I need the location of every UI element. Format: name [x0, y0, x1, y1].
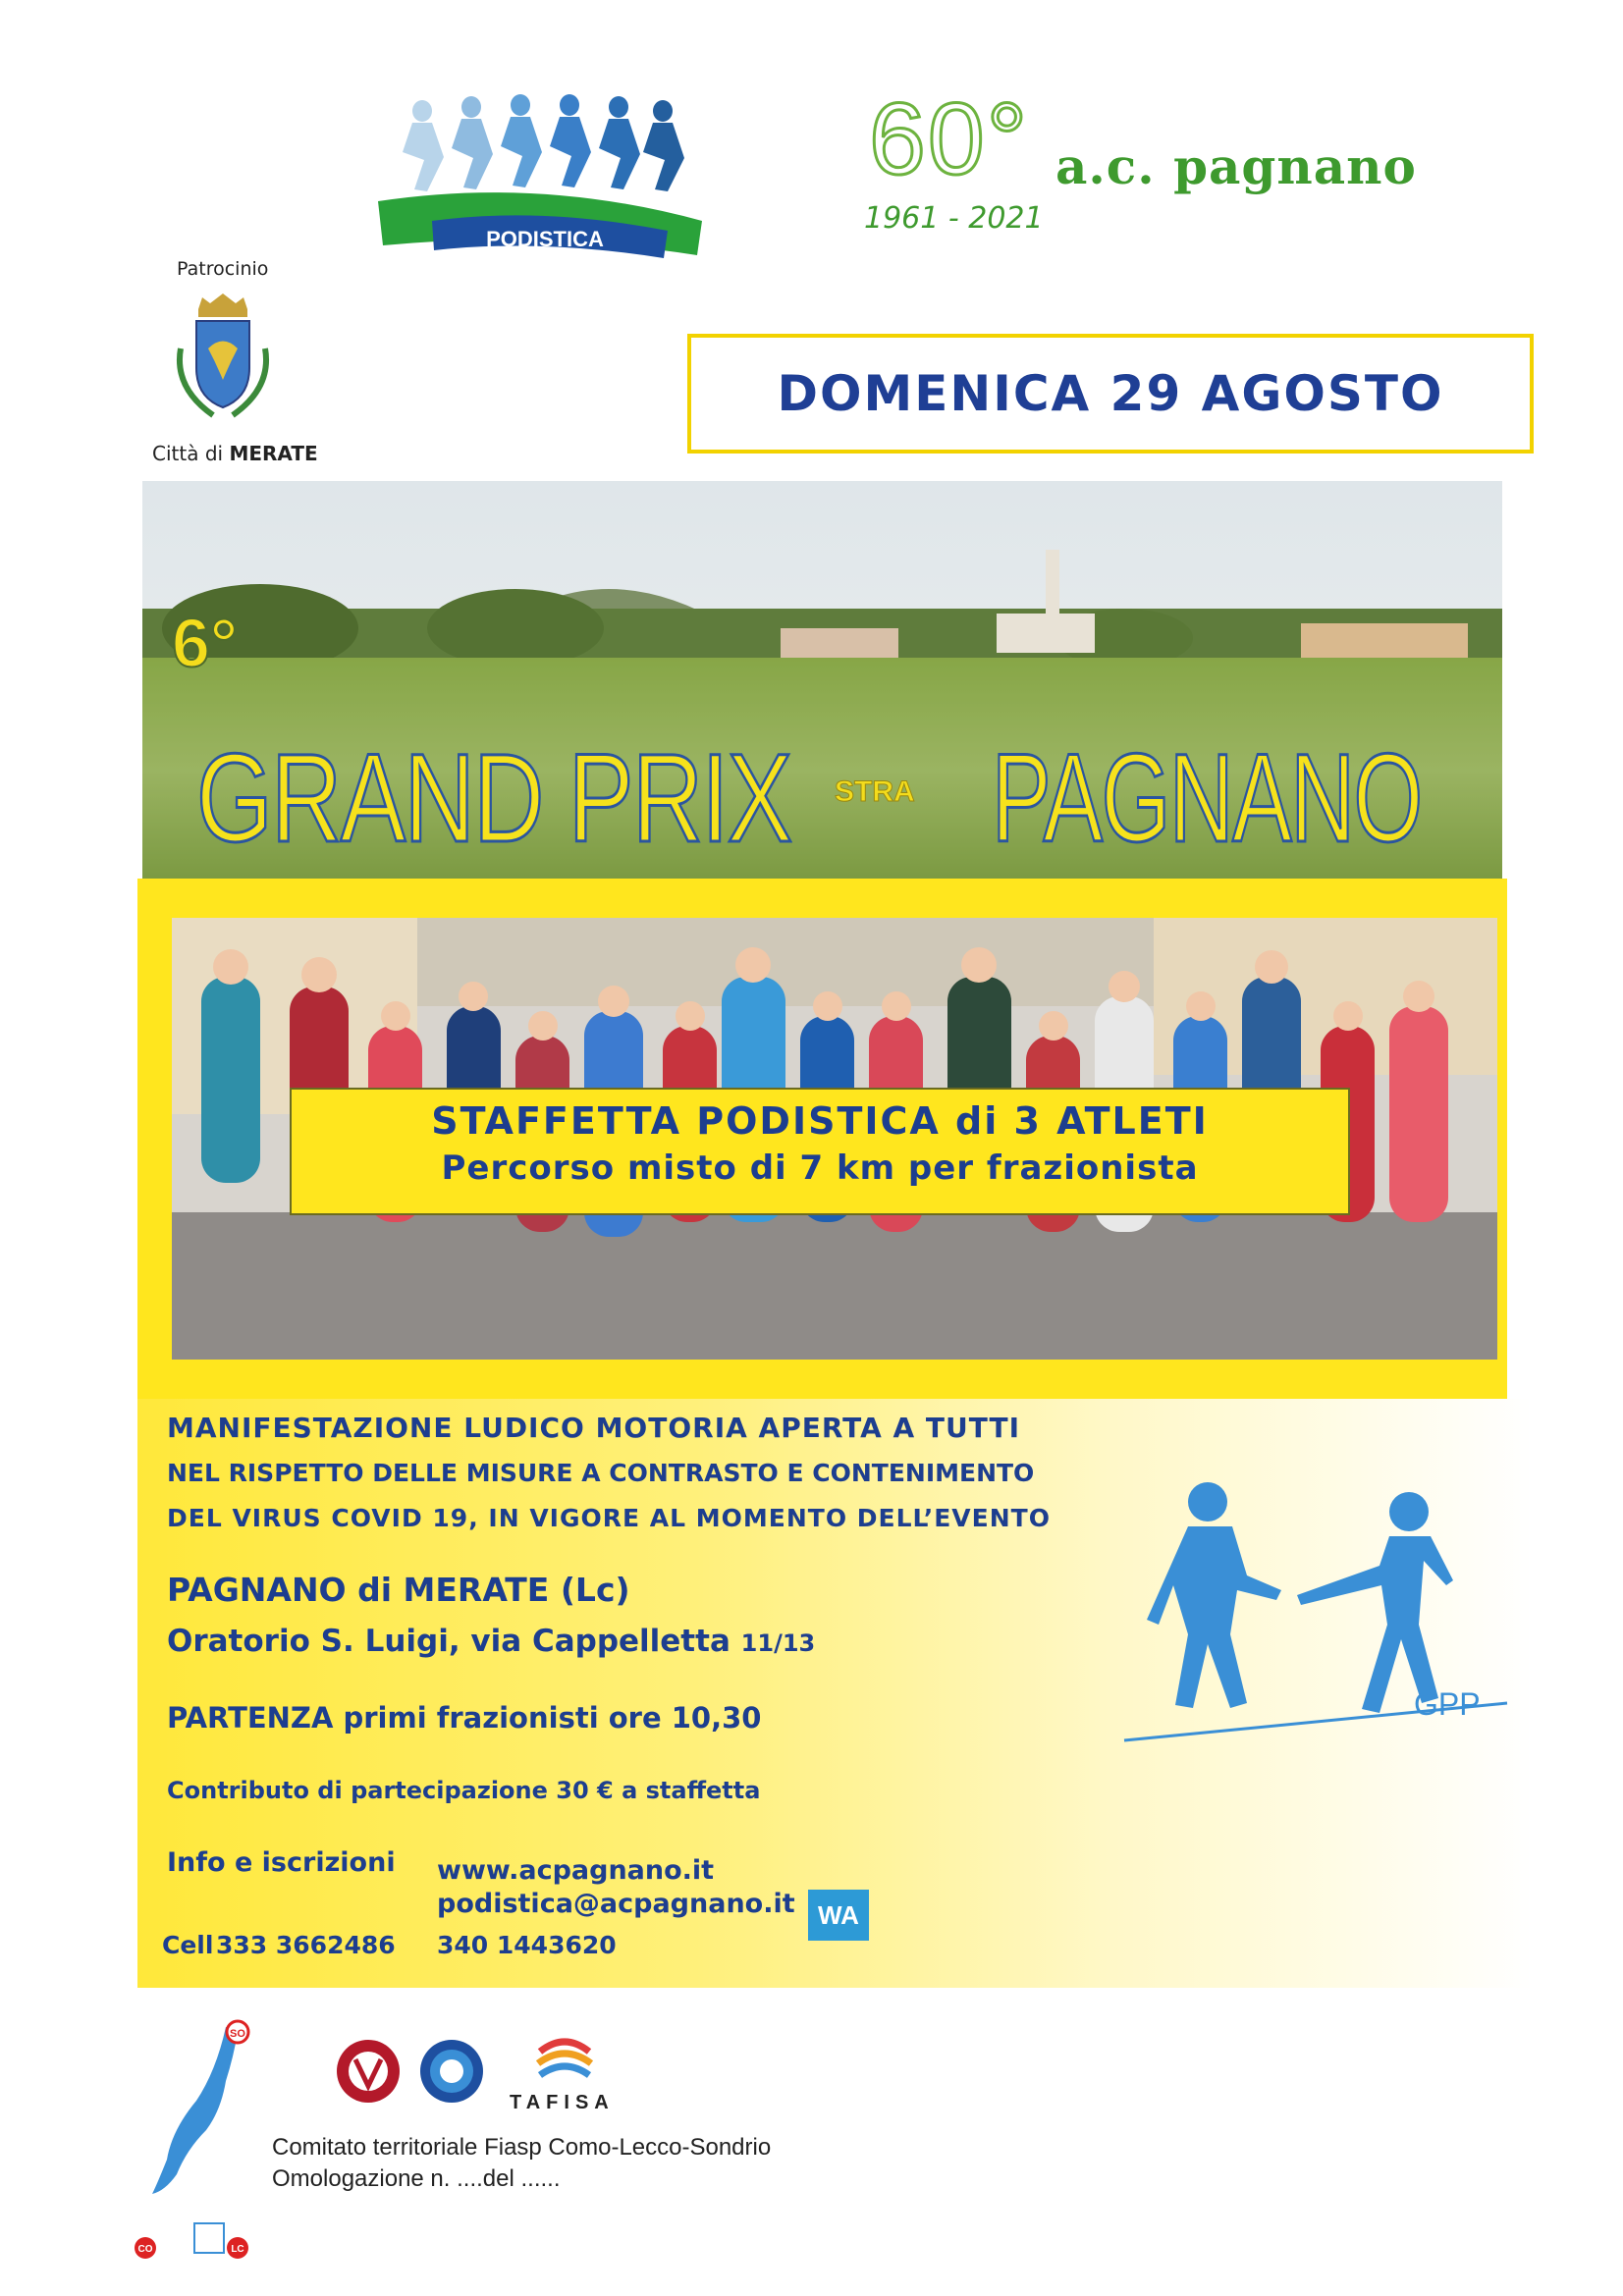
event-address-number: 11/13	[740, 1629, 816, 1657]
edition-number: 6°	[172, 605, 238, 681]
info-label: Info e iscrizioni	[167, 1847, 396, 1878]
event-address-street: Oratorio S. Luigi, via Cappelletta	[167, 1624, 730, 1659]
club-name: a.c. pagnano	[1055, 137, 1417, 195]
podistica-logo-text: PODISTICA	[486, 227, 604, 251]
event-description-line3: DEL VIRUS COVID 19, IN VIGORE AL MOMENTO DELL’EVENTO	[167, 1504, 1051, 1532]
relay-subtitle: Percorso misto di 7 km per frazionista	[441, 1148, 1199, 1188]
podistica-logo	[373, 83, 707, 270]
tafisa-logo-text: TAFISA	[510, 2092, 615, 2113]
city-name: MERATE	[229, 442, 318, 465]
email-link[interactable]: podistica@acpagnano.it	[437, 1889, 795, 1919]
province-badge-so: SO	[230, 2028, 245, 2040]
participation-fee: Contributo di partecipazione 30 € a staffetta	[167, 1777, 761, 1804]
gpp-label: GPP	[1414, 1686, 1481, 1722]
title-stra: STRA	[835, 775, 915, 808]
event-place: PAGNANO di MERATE (Lc)	[167, 1571, 630, 1609]
website-link[interactable]: www.acpagnano.it	[437, 1855, 715, 1886]
city-label	[152, 442, 318, 465]
province-badge-lc: LC	[231, 2244, 244, 2255]
city-prefix: Città di	[152, 442, 224, 465]
approval-line: Omologazione n. ....del ......	[272, 2165, 561, 2192]
event-description-line2: NEL RISPETTO DELLE MISURE A CONTRASTO E CONTENIMENTO	[167, 1459, 1035, 1487]
merate-coat-of-arms	[169, 290, 277, 427]
anniversary-years: 1961 - 2021	[864, 201, 1044, 236]
start-time: PARTENZA primi frazionisti ore 10,30	[167, 1701, 762, 1735]
event-description-line1: MANIFESTAZIONE LUDICO MOTORIA APERTA A TUTTI	[167, 1412, 1021, 1444]
event-date: DOMENICA 29 AGOSTO	[777, 365, 1444, 422]
relay-runners-icon	[1114, 1477, 1527, 1772]
relay-title: STAFFETTA PODISTICA di 3 ATLETI	[431, 1099, 1209, 1143]
wa-logo: WA	[808, 1890, 869, 1941]
cell-number-1: 333 3662486	[216, 1931, 396, 1959]
anniversary-number: 60°	[869, 82, 1030, 196]
cell-label: Cell	[162, 1931, 214, 1959]
cell-number-2: 340 1443620	[437, 1931, 617, 1959]
event-address	[167, 1624, 815, 1659]
committee-line: Comitato territoriale Fiasp Como-Lecco-Sondrio	[272, 2134, 772, 2161]
relay-info-box	[290, 1088, 1350, 1215]
title-pagnano: PAGNANO	[992, 728, 1422, 869]
province-badge-co: CO	[137, 2244, 153, 2255]
patronage-label: Patrocinio	[177, 258, 269, 280]
title-grand-prix: GRAND PRIX	[196, 728, 791, 869]
event-date-box	[687, 334, 1534, 454]
